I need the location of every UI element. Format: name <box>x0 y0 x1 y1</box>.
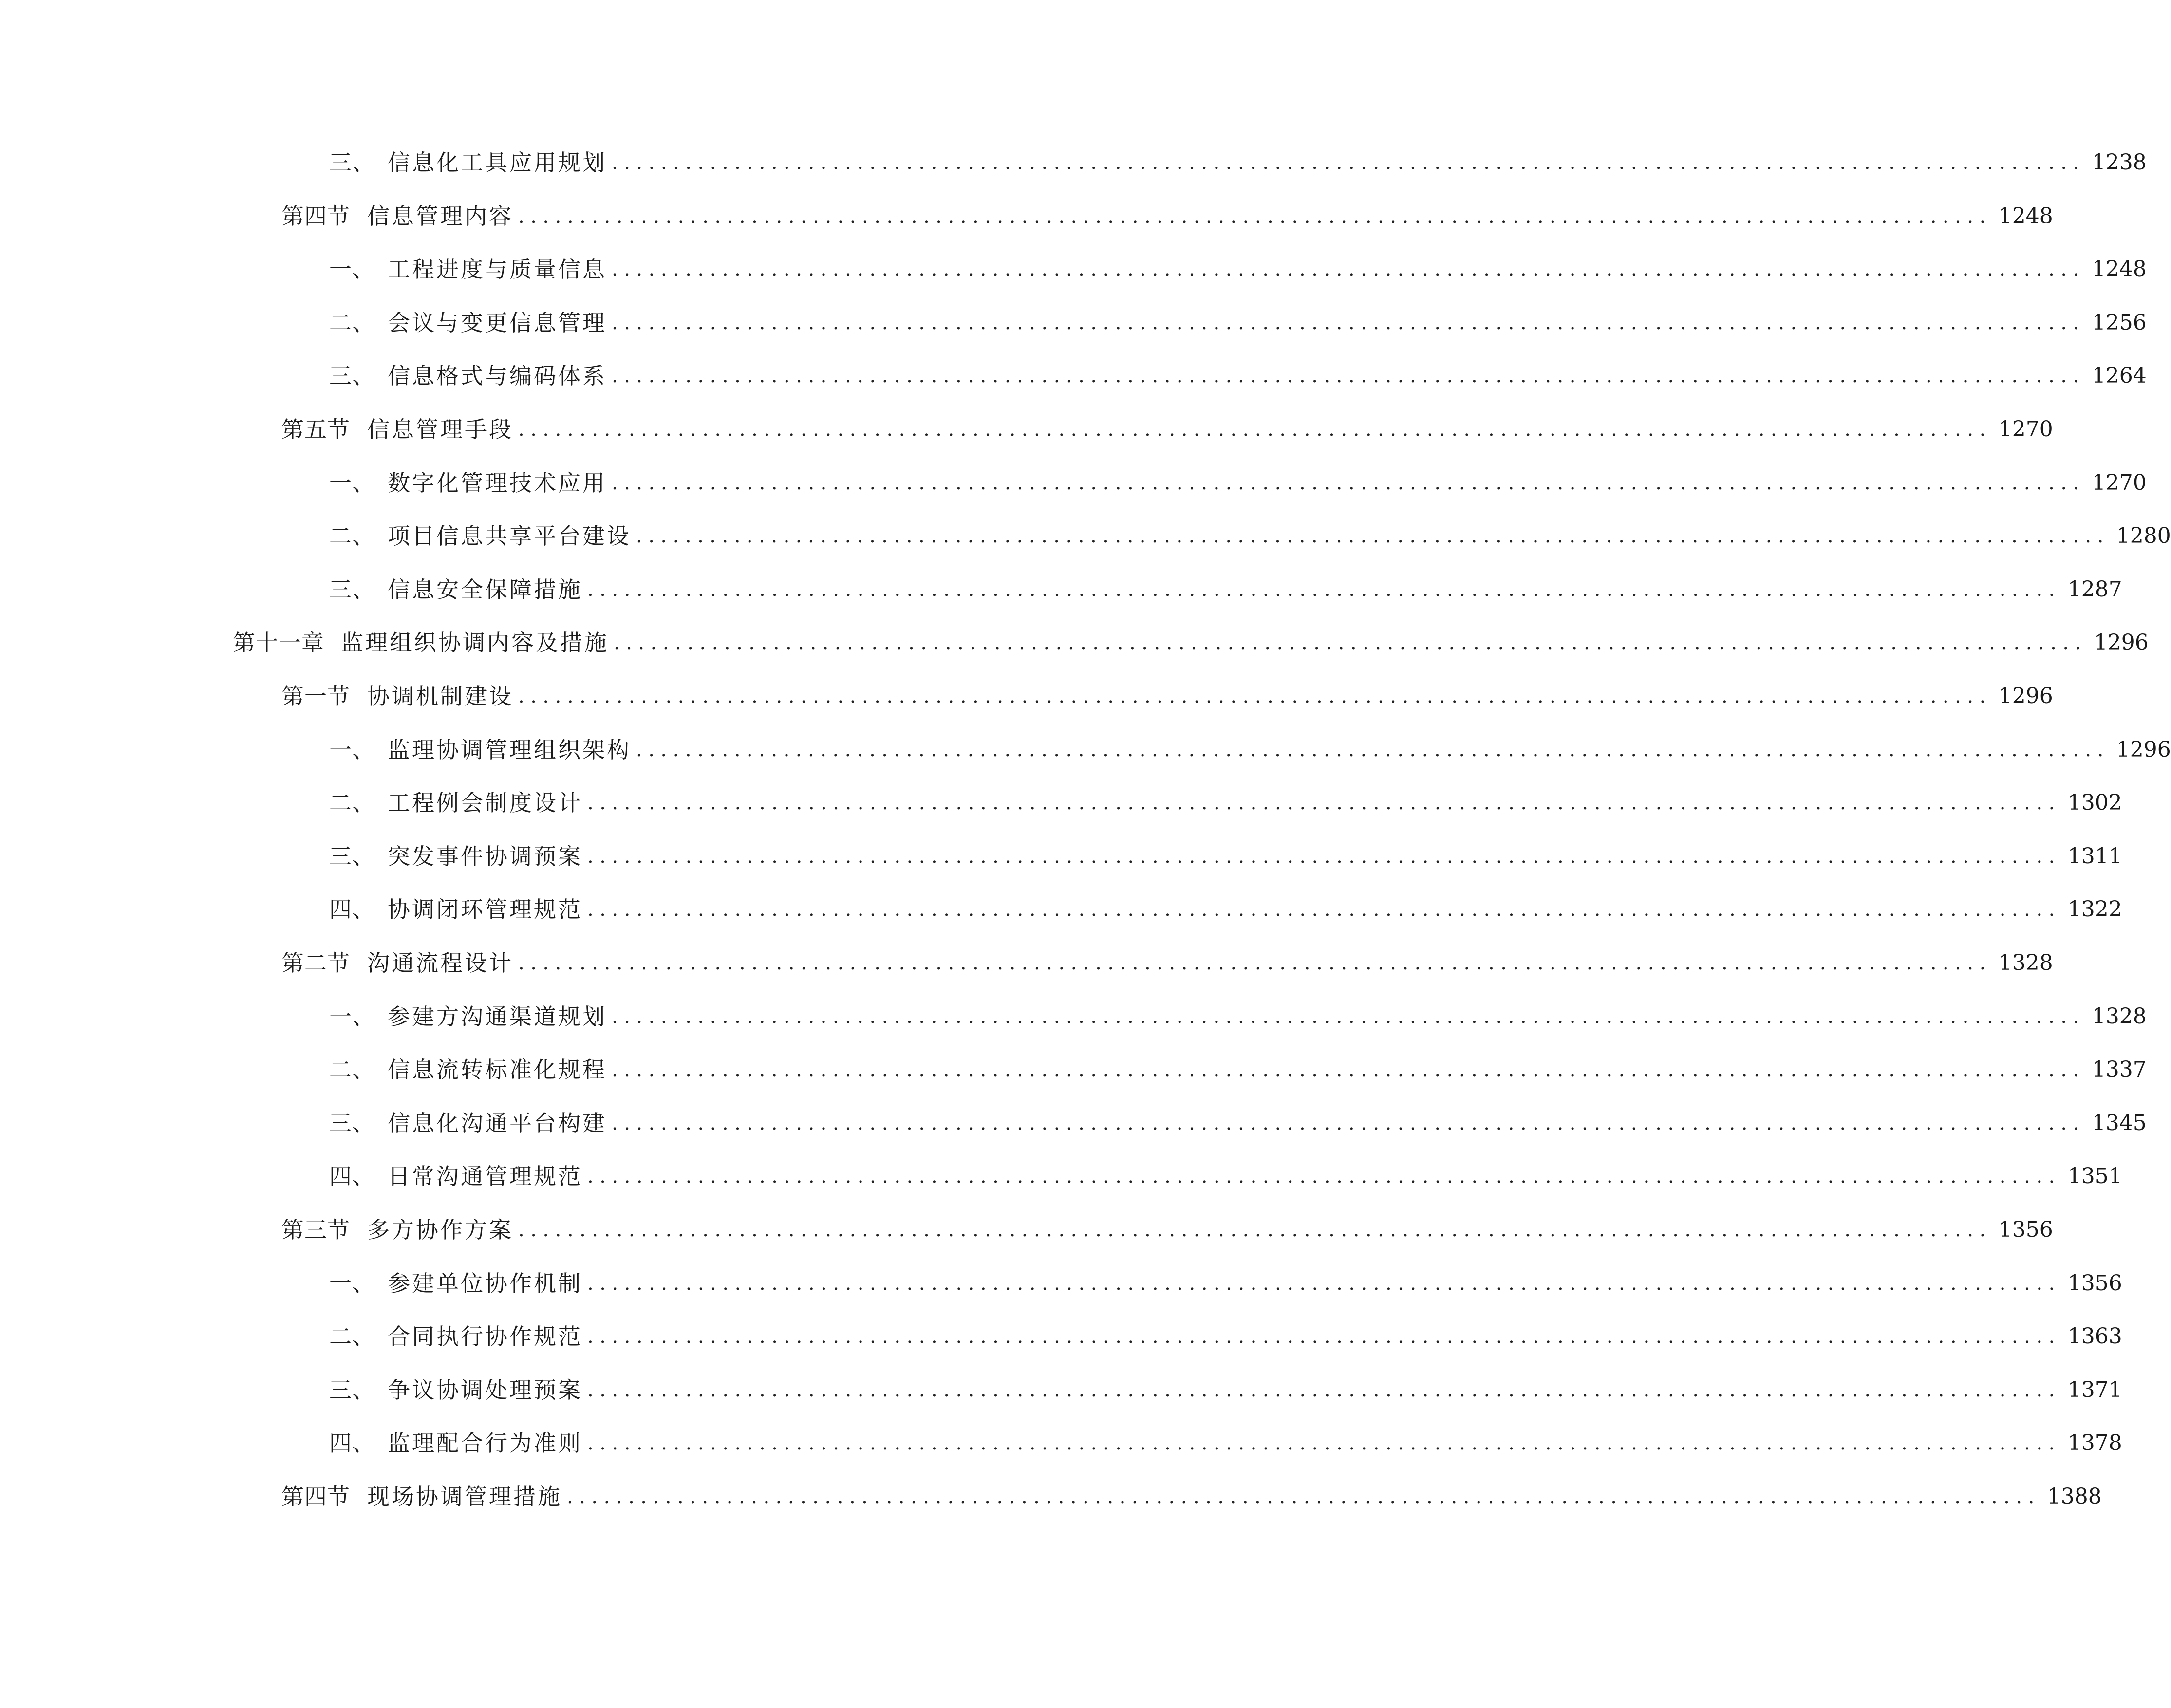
toc-entry-marker: 第十一章 <box>233 630 324 656</box>
toc-page-number: 1328 <box>2092 1004 2147 1029</box>
toc-entry[interactable] <box>329 730 2171 769</box>
toc-entry[interactable] <box>329 1317 2122 1356</box>
toc-entry-label <box>329 1379 582 1401</box>
toc-dot-leader: ........................................................................................................................ <box>612 472 2085 494</box>
toc-entry-title: 日常沟通管理规范 <box>388 1163 582 1189</box>
toc-entry-marker: 第二节 <box>281 950 350 976</box>
toc-page-number: 1280 <box>2116 523 2171 548</box>
toc-dot-leader: ........................................................................................................................ <box>518 685 1992 707</box>
toc-dot-leader: ........................................................................................................................ <box>612 258 2085 280</box>
toc-entry-title: 数字化管理技术应用 <box>388 470 607 496</box>
toc-entry-marker: 二、 <box>329 1323 375 1350</box>
toc-dot-leader: ........................................................................................................................ <box>518 205 1992 227</box>
toc-entry-title: 项目信息共享平台建设 <box>388 523 631 549</box>
toc-entry-marker: 第四节 <box>281 203 350 229</box>
toc-entry-title: 信息管理手段 <box>367 416 513 443</box>
toc-entry-title: 现场协调管理措施 <box>367 1484 562 1510</box>
toc-entry-title: 工程进度与质量信息 <box>388 256 607 282</box>
toc-entry-marker: 一、 <box>329 256 375 282</box>
toc-page-number: 1322 <box>2067 897 2122 922</box>
toc-entry[interactable] <box>329 1424 2122 1463</box>
toc-entry-label <box>329 312 607 334</box>
toc-entry-title: 信息安全保障措施 <box>388 576 582 603</box>
toc-entry[interactable] <box>329 997 2147 1036</box>
toc-entry[interactable] <box>329 783 2122 822</box>
toc-entry[interactable] <box>329 1371 2122 1410</box>
toc-dot-leader: ........................................................................................................................ <box>587 1272 2061 1295</box>
toc-entry-marker: 二、 <box>329 523 375 549</box>
toc-entry-label <box>329 151 607 174</box>
toc-dot-leader: ........................................................................................................................ <box>567 1485 2040 1508</box>
toc-page-number: 1345 <box>2092 1111 2147 1135</box>
toc-entry-title: 信息格式与编码体系 <box>388 363 607 389</box>
toc-page-number: 1287 <box>2067 577 2122 602</box>
toc-entry[interactable] <box>281 677 2053 716</box>
toc-dot-leader: ........................................................................................................................ <box>587 898 2061 921</box>
toc-entry[interactable] <box>281 197 2053 236</box>
toc-page-number: 1371 <box>2067 1377 2122 1402</box>
toc-entry-label <box>329 1325 582 1348</box>
toc-dot-leader: ........................................................................................................................ <box>612 365 2085 387</box>
toc-page-number: 1302 <box>2067 790 2122 815</box>
toc-entry-label <box>329 578 582 601</box>
toc-dot-leader: ........................................................................................................................ <box>612 151 2085 174</box>
toc-entry-label <box>329 1165 582 1188</box>
toc-entry-title: 合同执行协作规范 <box>388 1323 582 1350</box>
toc-page-number: 1351 <box>2067 1164 2122 1188</box>
toc-entry[interactable] <box>329 464 2147 502</box>
toc-entry[interactable] <box>329 1104 2147 1143</box>
toc-entry[interactable] <box>329 570 2122 609</box>
toc-entry[interactable] <box>329 517 2171 556</box>
toc-entry-label <box>281 685 513 707</box>
toc-page-number: 1238 <box>2092 150 2147 175</box>
toc-page-number: 1264 <box>2092 363 2147 388</box>
toc-entry-marker: 二、 <box>329 790 375 816</box>
toc-entry-label <box>329 845 582 868</box>
toc-entry[interactable] <box>233 623 2149 662</box>
toc-page-number: 1388 <box>2047 1484 2102 1509</box>
toc-entry-title: 参建方沟通渠道规划 <box>388 1003 607 1030</box>
toc-dot-leader: ........................................................................................................................ <box>612 1058 2085 1081</box>
toc-entry-marker: 二、 <box>329 1057 375 1083</box>
toc-page-number: 1296 <box>2116 737 2171 762</box>
toc-dot-leader: ........................................................................................................................ <box>612 312 2085 334</box>
toc-dot-leader: ........................................................................................................................ <box>636 525 2110 547</box>
toc-entry-label <box>329 1272 582 1295</box>
toc-entry-title: 信息化工具应用规划 <box>388 149 607 176</box>
toc-entry[interactable] <box>281 944 2053 983</box>
toc-entry-marker: 四、 <box>329 896 375 923</box>
toc-dot-leader: ........................................................................................................................ <box>612 1112 2085 1134</box>
toc-dot-leader: ........................................................................................................................ <box>587 792 2061 814</box>
toc-page-number: 1296 <box>1998 684 2053 708</box>
toc-page-number: 1311 <box>2067 844 2122 869</box>
toc-entry[interactable] <box>281 1477 2102 1516</box>
toc-dot-leader: ........................................................................................................................ <box>587 1165 2061 1188</box>
toc-entry-marker: 四、 <box>329 1163 375 1189</box>
toc-entry-marker: 四、 <box>329 1430 375 1456</box>
toc-entry[interactable] <box>329 1157 2122 1196</box>
toc-entry-label <box>329 525 631 547</box>
toc-entry-marker: 三、 <box>329 843 375 870</box>
toc-page-number: 1248 <box>2092 257 2147 281</box>
toc-dot-leader: ........................................................................................................................ <box>614 631 2087 654</box>
toc-dot-leader: ........................................................................................................................ <box>587 1379 2061 1401</box>
toc-entry-marker: 三、 <box>329 149 375 176</box>
toc-entry-label <box>329 472 607 494</box>
toc-entry-marker: 三、 <box>329 1377 375 1403</box>
toc-entry-title: 信息流转标准化规程 <box>388 1057 607 1083</box>
toc-dot-leader: ........................................................................................................................ <box>587 578 2061 601</box>
toc-entry[interactable] <box>329 837 2122 876</box>
toc-entry-marker: 三、 <box>329 576 375 603</box>
toc-entry-title: 争议协调处理预案 <box>388 1377 582 1403</box>
toc-entry-title: 协调机制建设 <box>367 683 513 709</box>
toc-entry-title: 监理配合行为准则 <box>388 1430 582 1456</box>
toc-entry-title: 会议与变更信息管理 <box>388 310 607 336</box>
toc-entry-label <box>329 792 582 814</box>
toc-entry[interactable] <box>329 143 2147 182</box>
toc-entry-title: 工程例会制度设计 <box>388 790 582 816</box>
toc-entry-label <box>281 418 513 441</box>
toc-entry-title: 监理组织协调内容及措施 <box>341 630 609 656</box>
toc-page-number: 1356 <box>2067 1271 2122 1296</box>
toc-entry-label <box>329 898 582 921</box>
toc-entry-marker: 一、 <box>329 737 375 763</box>
toc-page-number: 1256 <box>2092 310 2147 335</box>
toc-entry-label <box>329 365 607 387</box>
toc-entry-marker: 一、 <box>329 1270 375 1297</box>
toc-entry[interactable] <box>329 1264 2122 1303</box>
toc-entry[interactable] <box>329 1050 2147 1089</box>
toc-dot-leader: ........................................................................................................................ <box>612 1005 2085 1028</box>
toc-entry-title: 监理协调管理组织架构 <box>388 737 631 763</box>
toc-entry[interactable] <box>329 303 2147 342</box>
toc-page-number: 1378 <box>2067 1430 2122 1455</box>
toc-page-number: 1363 <box>2067 1324 2122 1349</box>
toc-entry[interactable] <box>329 356 2147 395</box>
toc-entry[interactable] <box>329 250 2147 289</box>
toc-entry-marker: 一、 <box>329 1003 375 1030</box>
toc-page-number: 1337 <box>2092 1057 2147 1082</box>
toc-entry-marker: 三、 <box>329 363 375 389</box>
toc-dot-leader: ........................................................................................................................ <box>587 1325 2061 1348</box>
toc-entry-marker: 一、 <box>329 470 375 496</box>
toc-entry[interactable] <box>329 890 2122 929</box>
toc-dot-leader: ........................................................................................................................ <box>587 845 2061 868</box>
toc-page-number: 1356 <box>1998 1217 2053 1242</box>
toc-entry-label <box>281 1219 513 1241</box>
toc-entry-title: 突发事件协调预案 <box>388 843 582 870</box>
toc-entry-label <box>233 631 609 654</box>
toc-entry[interactable] <box>281 1210 2053 1249</box>
toc-entry-label <box>329 739 631 761</box>
toc-page-number: 1328 <box>1998 950 2053 975</box>
toc-page-number: 1248 <box>1998 204 2053 228</box>
toc-entry-label <box>281 952 513 974</box>
toc-dot-leader: ........................................................................................................................ <box>518 952 1992 974</box>
toc-entry-label <box>329 258 607 280</box>
toc-entry-label <box>329 1058 607 1081</box>
toc-entry-label <box>281 205 513 227</box>
toc-page-number: 1270 <box>2092 470 2147 495</box>
toc-entry-marker: 第三节 <box>281 1217 350 1243</box>
toc-entry-title: 协调闭环管理规范 <box>388 896 582 923</box>
toc-entry-marker: 三、 <box>329 1110 375 1136</box>
toc-entry-marker: 第四节 <box>281 1484 350 1510</box>
toc-entry-marker: 二、 <box>329 310 375 336</box>
toc-entry-label <box>281 1485 562 1508</box>
toc-dot-leader: ........................................................................................................................ <box>518 418 1992 441</box>
toc-entry-title: 沟通流程设计 <box>367 950 513 976</box>
toc-entry-title: 信息管理内容 <box>367 203 513 229</box>
toc-page-number: 1270 <box>1998 417 2053 442</box>
toc-dot-leader: ........................................................................................................................ <box>518 1219 1992 1241</box>
toc-entry-label <box>329 1432 582 1454</box>
toc-dot-leader: ........................................................................................................................ <box>587 1432 2061 1454</box>
toc-entry-title: 信息化沟通平台构建 <box>388 1110 607 1136</box>
toc-entry-title: 参建单位协作机制 <box>388 1270 582 1297</box>
toc-entry-marker: 第一节 <box>281 683 350 709</box>
toc-entry-label <box>329 1112 607 1134</box>
toc-entry[interactable] <box>281 410 2053 449</box>
toc-entry-title: 多方协作方案 <box>367 1217 513 1243</box>
toc-entry-marker: 第五节 <box>281 416 350 443</box>
toc-dot-leader: ........................................................................................................................ <box>636 739 2110 761</box>
toc-entry-label <box>329 1005 607 1028</box>
toc-page-number: 1296 <box>2094 630 2149 655</box>
